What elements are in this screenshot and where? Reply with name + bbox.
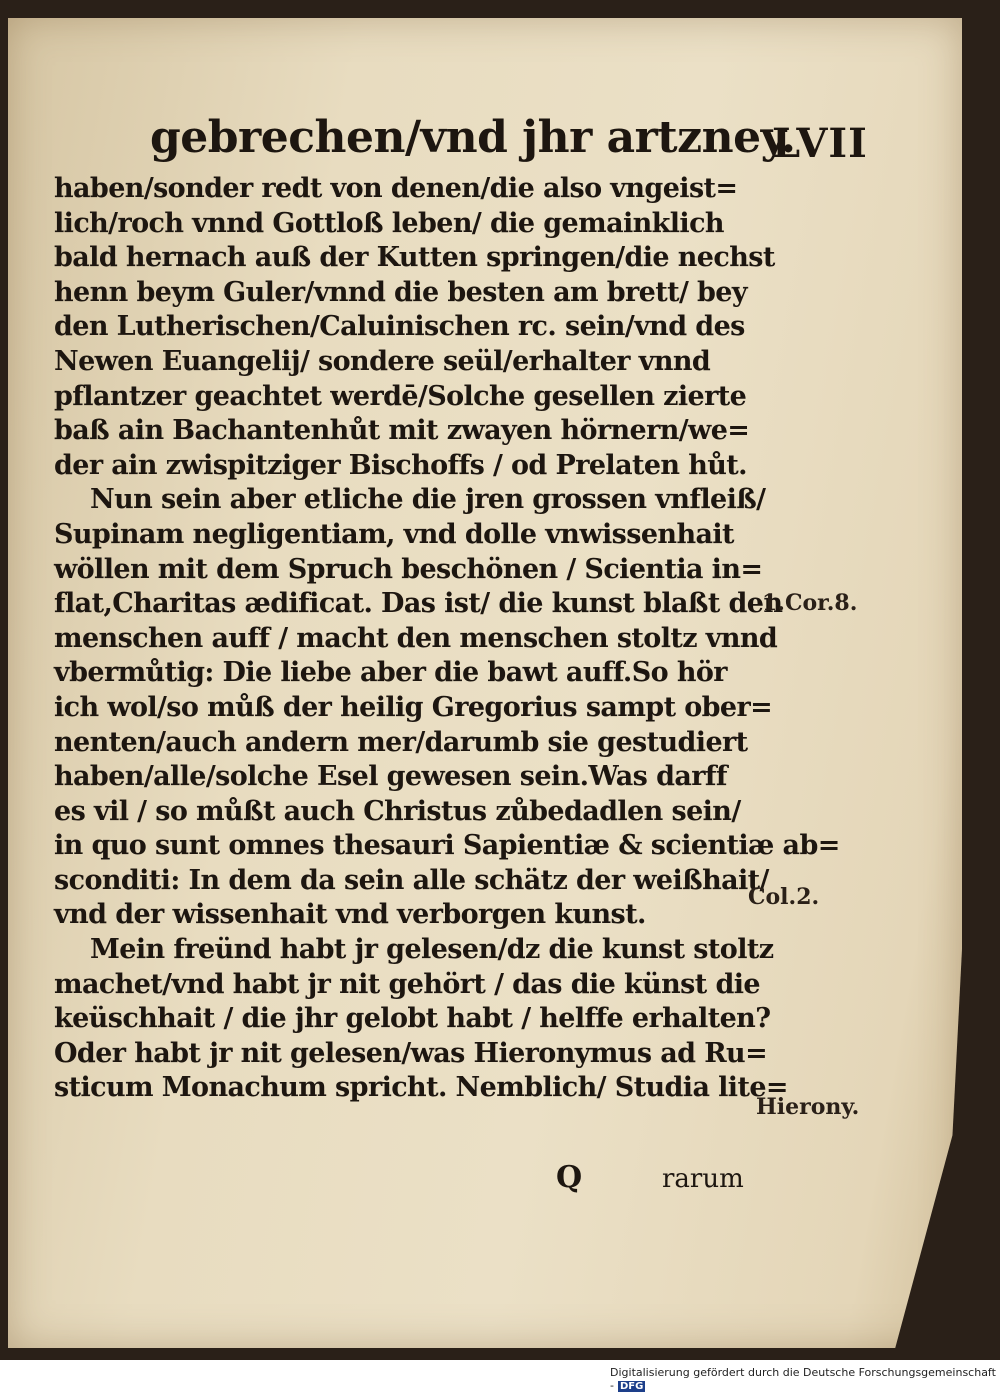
margin-note-1cor8: 1.Cor.8.: [762, 590, 858, 616]
dfg-logo: DFG: [619, 1381, 644, 1392]
text-line: Oder habt jr nit gelesen/was Hieronymus ad Ru=: [54, 1037, 768, 1069]
catchword: rarum: [662, 1164, 744, 1194]
text-line: Nun sein aber etliche die jren grossen vnfleiß/: [90, 484, 766, 516]
running-title: gebrechen/vnd jhr artzney.: [150, 112, 796, 163]
text-line: ich wol/so můß der heilig Gregorius sampt ober=: [54, 691, 773, 723]
text-line: es vil / so můßt auch Christus zůbedadlen sein/: [54, 795, 741, 827]
margin-note-hieronymus: Hierony.: [756, 1094, 860, 1120]
text-line: sconditi: In dem da sein alle schätz der weißhait/: [54, 864, 769, 896]
text-line: sticum Monachum spricht. Nemblich/ Studia lite=: [54, 1072, 788, 1104]
text-line: nenten/auch andern mer/darumb sie gestudiert: [54, 726, 748, 758]
margin-note-col2: Col.2.: [748, 884, 820, 910]
text-line: machet/vnd habt jr nit gehört / das die künst die: [54, 968, 760, 1000]
folio-number: LVII: [772, 120, 868, 167]
text-line: Supinam negligentiam, vnd dolle vnwissenhait: [54, 518, 734, 550]
credit-text: Digitalisierung gefördert durch die Deutsche Forschungsgemeinschaft -: [610, 1366, 996, 1392]
text-line: Newen Euangelij/ sondere seül/erhalter vnnd: [54, 345, 711, 377]
text-line: Mein freünd habt jr gelesen/dz die kunst stoltz: [90, 934, 774, 966]
digitization-credit: [610, 1366, 1000, 1392]
text-line: lich/roch vnnd Gottloß leben/ die gemainklich: [54, 207, 724, 239]
text-line: baß ain Bachantenhůt mit zwayen hörnern/we=: [54, 415, 750, 447]
text-line: haben/alle/solche Esel gewesen sein.Was darff: [54, 761, 727, 793]
text-line: flat,Charitas ædificat. Das ist/ die kunst blaßt den: [54, 588, 783, 620]
text-line: der ain zwispitziger Bischoffs / od Prelaten hůt.: [54, 449, 747, 481]
text-line: keüschhait / die jhr gelobt habt / helffe erhalten?: [54, 1003, 771, 1035]
text-line: pflantzer geachtet werdē/Solche gesellen zierte: [54, 380, 747, 412]
text-line: henn beym Guler/vnnd die besten am brett/ bey: [54, 276, 747, 308]
text-line: wöllen mit dem Spruch beschönen / Scientia in=: [54, 553, 763, 585]
text-line: haben/sonder redt von denen/die also vngeist=: [54, 173, 738, 204]
text-line: in quo sunt omnes thesauri Sapientiæ & scientiæ ab=: [54, 830, 840, 862]
text-line: bald hernach auß der Kutten springen/die nechst: [54, 242, 775, 274]
text-line: vnd der wissenhait vnd verborgen kunst.: [54, 899, 646, 931]
text-line: den Lutherischen/Caluinischen rc. sein/vnd des: [54, 311, 745, 343]
signature-mark: Q: [556, 1160, 583, 1195]
text-line: vbermůtig: Die liebe aber die bawt auff.So hör: [54, 657, 727, 689]
text-line: menschen auff / macht den menschen stoltz vnnd: [54, 622, 778, 654]
